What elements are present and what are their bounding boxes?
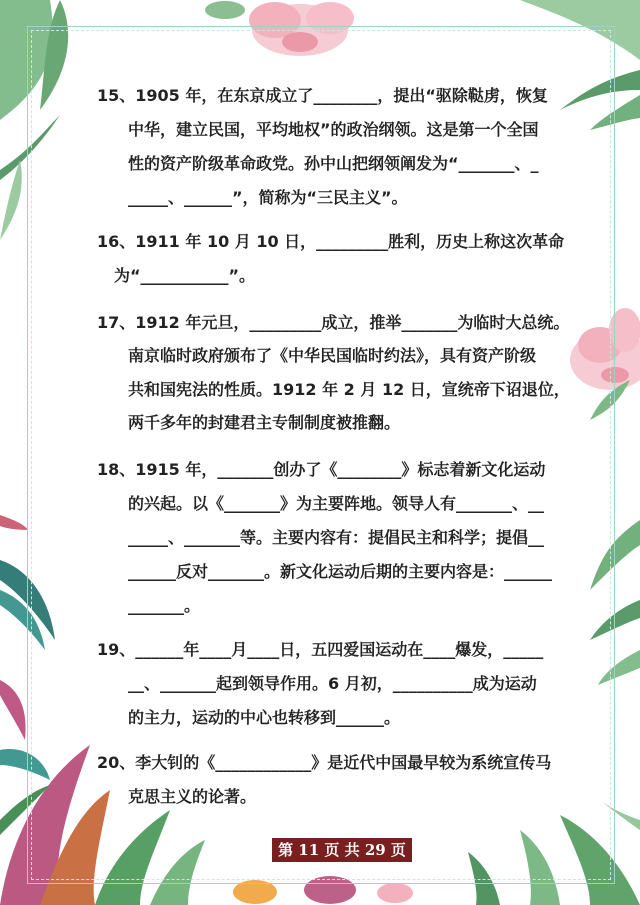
question-17-line-1: 17、1912 年元旦，_________成立，推举_______为临时大总统。 [97,313,570,332]
question-16-line-1: 16、1911 年 10 月 10 日，_________胜利，历史上称这次革命 [97,232,565,251]
question-17-line-3: 共和国宪法的性质。1912 年 2 月 12 日，宣统帝下诏退位， [128,380,570,399]
question-17-line-4: 两千多年的封建君主专制制度被推翻。 [128,413,401,432]
question-19-line-1: 19、______年____月____日，五四爱国运动在____爆发，_____ [97,640,544,659]
question-18-line-2: 的兴起。以《_______》为主要阵地。领导人有_______、__ [128,494,545,513]
question-15-line-1: 15、1905 年，在东京成立了________，提出“驱除鞑虏，恢复 [97,86,548,105]
question-20-line-2: 克思主义的论著。 [128,787,257,806]
question-19-line-2: __、_______起到领导作用。6 月初，__________成为运动 [128,674,537,693]
question-16-line-2: 为“___________”。 [114,266,256,285]
question-18-line-1: 18、1915 年，_______创办了《________》标志着新文化运动 [97,460,546,479]
question-15-line-4: _____、______”，简称为“三民主义”。 [128,188,408,207]
question-18-line-4: ______反对_______。新文化运动后期的主要内容是：______ [128,562,553,581]
question-15-line-3: 性的资产阶级革命政党。孙中山把纲领阐发为“_______、_ [128,154,539,173]
question-18-line-3: _____、_______等。主要内容有：提倡民主和科学；提倡__ [128,528,545,547]
question-20-line-1: 20、李大钊的《____________》是近代中国最早较为系统宣传马 [97,753,552,772]
question-18-line-5: _______。 [128,596,201,615]
question-17-line-2: 南京临时政府颁布了《中华民国临时约法》，具有资产阶级 [128,346,537,365]
question-19-line-3: 的主力，运动的中心也转移到______。 [128,708,401,727]
question-15-line-2: 中华，建立民国，平均地权”的政治纲领。这是第一个全国 [128,120,539,139]
page-number-badge: 第 11 页 共 29 页 [272,838,412,862]
